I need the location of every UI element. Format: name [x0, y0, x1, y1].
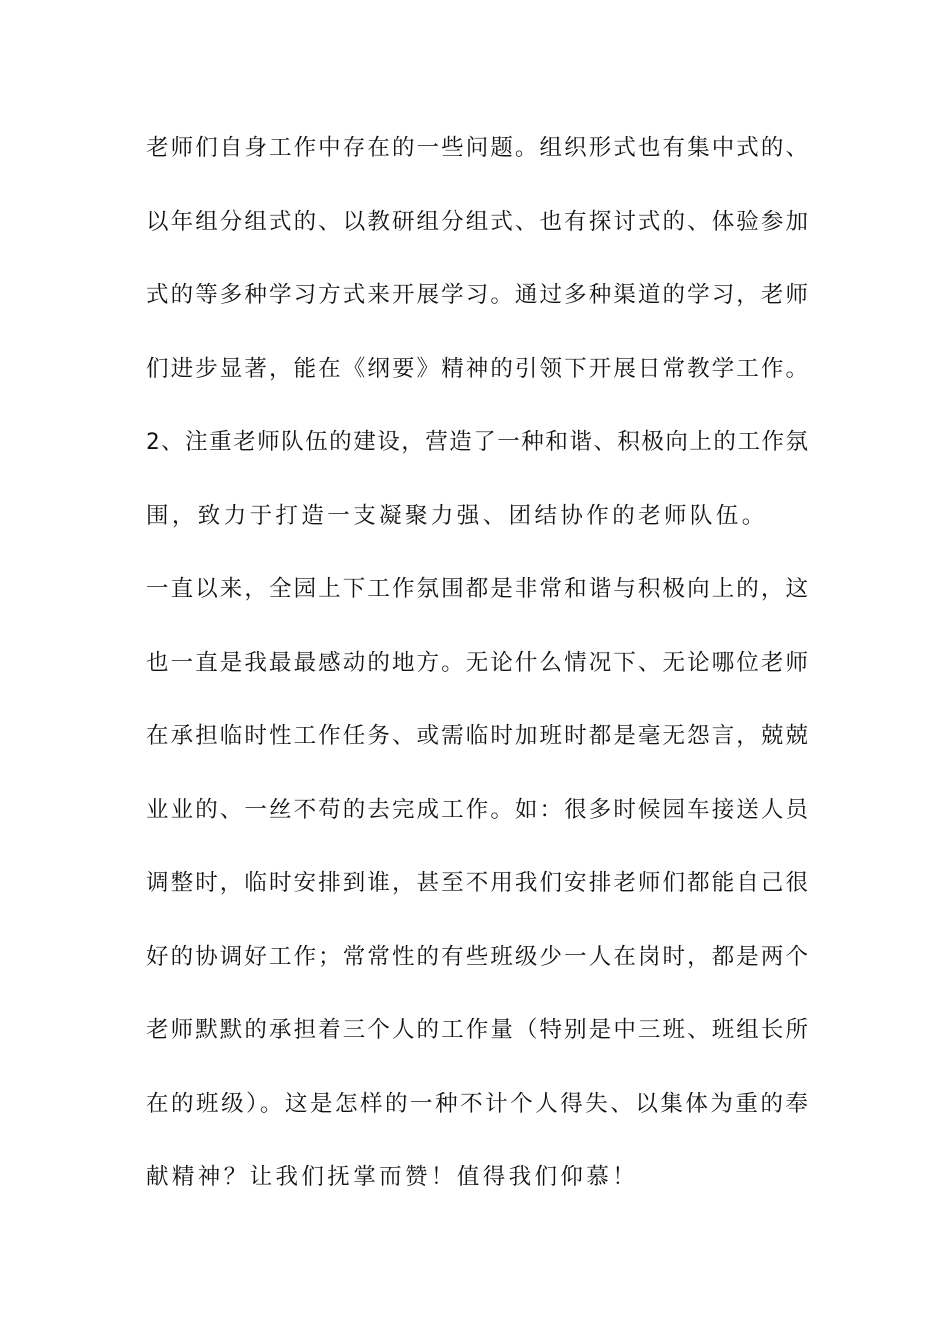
text-line-14: 在的班级）。这是怎样的一种不计个人得失、以集体为重的奉 — [146, 1090, 808, 1117]
text-line-15: 献精神？让我们抚掌而赞！值得我们仰慕！ — [146, 1164, 639, 1190]
body-text — [146, 131, 808, 1234]
text-line-1: 老师们自身工作中存在的一些问题。组织形式也有集中式的、 — [146, 135, 808, 161]
text-line-2: 以年组分组式的、以教研组分组式、也有探讨式的、体验参加 — [146, 208, 808, 235]
text-line-5: 2、注重老师队伍的建设，营造了一种和谐、积极向上的工作氛 — [146, 429, 808, 455]
text-line-6: 围，致力于打造一支凝聚力强、团结协作的老师队伍。 — [146, 502, 768, 529]
text-line-9: 在承担临时性工作任务、或需临时加班时都是毫无怨言，兢兢 — [146, 723, 808, 749]
text-line-3: 式的等多种学习方式来开展学习。通过多种渠道的学习，老师 — [146, 282, 808, 308]
text-line-4: 们进步显著，能在《纲要》精神的引领下开展日常教学工作。 — [146, 355, 808, 382]
text-line-13: 老师默默的承担着三个人的工作量（特别是中三班、班组长所 — [146, 1017, 808, 1043]
text-line-8: 也一直是我最最感动的地方。无论什么情况下、无论哪位老师 — [146, 649, 808, 676]
text-line-11: 调整时，临时安排到谁，甚至不用我们安排老师们都能自己很 — [146, 870, 808, 896]
text-line-10: 业业的、一丝不苟的去完成工作。如：很多时候园车接送人员 — [146, 796, 808, 823]
text-line-7: 一直以来，全园上下工作氛围都是非常和谐与积极向上的，这 — [146, 576, 808, 602]
text-line-12: 好的协调好工作；常常性的有些班级少一人在岗时，都是两个 — [146, 943, 808, 970]
